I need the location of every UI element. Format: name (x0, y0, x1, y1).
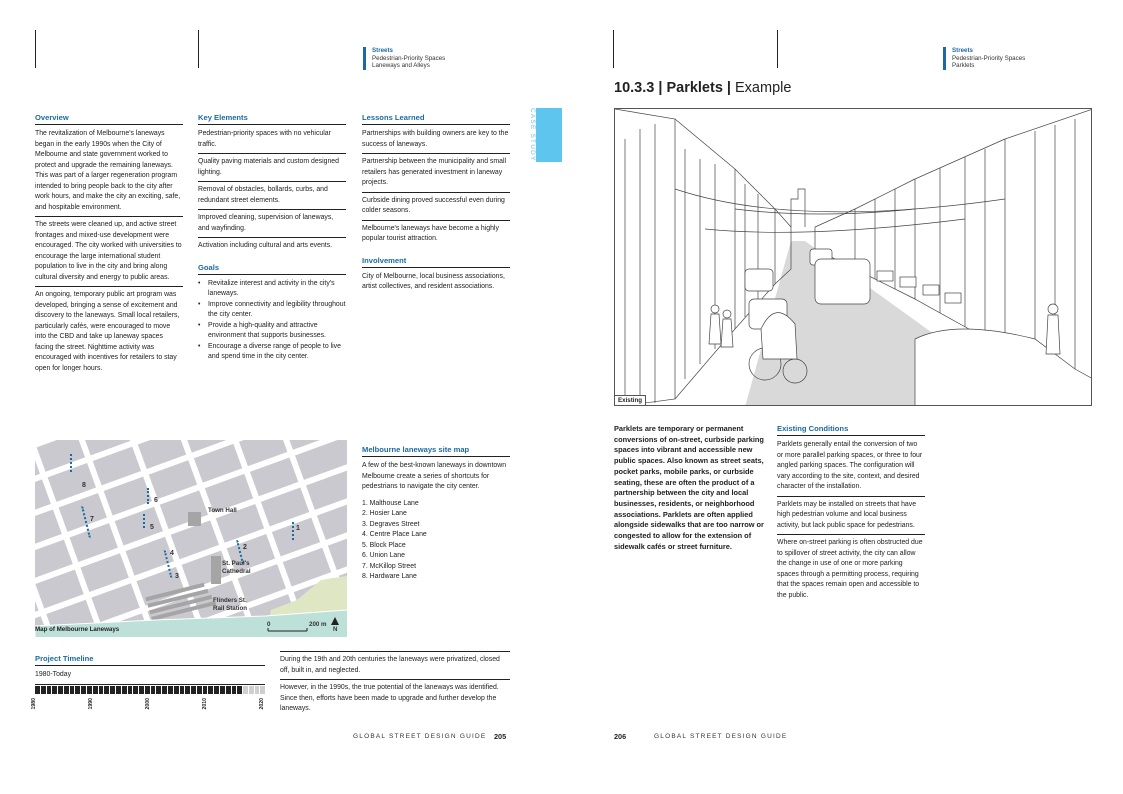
timeline-segment (232, 686, 237, 694)
timeline-segment (185, 686, 190, 694)
lessons-section (362, 113, 510, 293)
site-list-item: 5. Block Place (362, 541, 406, 549)
goals-list (198, 279, 346, 363)
timeline-range: 1980-Today (35, 670, 265, 685)
north-arrow-label: N (333, 626, 338, 633)
crop-mark (613, 30, 614, 68)
site-list-item: 4. Centre Place Lane (362, 531, 427, 538)
crop-mark (198, 30, 199, 68)
timeline-segment (203, 686, 208, 694)
lesson-item: Partnerships with building owners are key to the success of laneways. (362, 129, 510, 154)
timeline-segment (110, 686, 115, 694)
site-list-item: 6. Union Lane (362, 552, 405, 559)
breadcrumb-section[interactable]: Streets (372, 47, 393, 54)
case-study-label: CASE STUDY (529, 108, 536, 162)
timeline-year: 2020 (259, 698, 265, 710)
timeline-segment (191, 686, 196, 694)
timeline-segment (81, 686, 86, 694)
timeline-segment (128, 686, 133, 694)
lesson-item: Melbourne's laneways have become a highly popular tourist attraction. (362, 224, 499, 242)
timeline-year: 1980 (31, 698, 37, 710)
breadcrumb-subsection[interactable]: Pedestrian-Priority Spaces (372, 54, 446, 62)
site-map-section (362, 445, 510, 583)
goal-item: • Encourage a diverse range of people to live and spend time in the city center. (198, 342, 346, 363)
timeline-paragraph: During the 19th and 20th centuries the laneways were privatized, closed off, built in, and neglected. (280, 655, 510, 680)
timeline-segment (151, 686, 156, 694)
involvement-heading: Involvement (362, 256, 510, 268)
melbourne-map (35, 440, 347, 637)
timeline-segment (214, 686, 219, 694)
page-number: 206 (614, 732, 627, 741)
timeline-segment (87, 686, 92, 694)
key-element-item: Quality paving materials and custom designed lighting. (198, 157, 346, 182)
key-element-item: Activation including cultural and arts events. (198, 242, 333, 249)
timeline-segment (255, 686, 260, 694)
timeline-segment (145, 686, 150, 694)
timeline-segment (208, 686, 213, 694)
site-map-heading: Melbourne laneways site map (362, 445, 510, 457)
site-map-intro: A few of the best-known laneways in downtown Melbourne create a series of shortcuts for pedestrians to navigate the city center. (362, 462, 507, 490)
timeline-year: 2010 (202, 698, 208, 710)
lead-paragraph: Parklets are temporary or permanent conversions of on-street, curbside parking spaces into vibrant and accessible new public spaces. Also known as street seats, pocket parks, mobile parks, or curbside seating, these are often the product of a partnership between the city and local businesses, residents, or neighborhood associations. Parklets are often applied alongside sidewalks that are too narrow or congested to allow for the extension of sidewalk cafés or street furniture. (614, 424, 764, 551)
timeline-year: 2000 (145, 698, 151, 710)
map-number: 1 (296, 525, 300, 532)
timeline-years (31, 698, 265, 712)
timeline-year: 1990 (88, 698, 94, 710)
timeline-paragraph: However, in the 1990s, the true potential of the laneways was identified. Since then, efforts have been made to upgrade and further develop the laneways. (280, 684, 499, 712)
flinders-station-label: Flinders St. Rail Station (213, 597, 248, 612)
map-caption: Map of Melbourne Laneways (35, 626, 120, 633)
timeline-segment (41, 686, 46, 694)
crop-mark (35, 30, 36, 68)
laneway-6-marker (147, 488, 149, 504)
case-study-tab (526, 108, 562, 162)
timeline-segment (156, 686, 161, 694)
street-drawing (615, 109, 1092, 406)
timeline-segment (197, 686, 202, 694)
timeline-segment (70, 686, 75, 694)
timeline-segment (122, 686, 127, 694)
timeline-heading: Project Timeline (35, 654, 265, 666)
timeline-segment (52, 686, 57, 694)
scale-zero-label: 0 (267, 621, 271, 628)
overview-paragraph: An ongoing, temporary public art program was developed, bringing a sense of excitement and discovery to the laneways. Small local retailers, particularly cafés, were encouraged to move into the CBD and take up laneway spaces facing the street. Nighttime activity was encouraged with incentives for retailers to stay open for longer hours. (35, 291, 180, 372)
map-number: 5 (150, 524, 154, 531)
map-number: 4 (170, 550, 174, 557)
laneway-8-marker (70, 454, 72, 472)
footer-title: GLOBAL STREET DESIGN GUIDE (353, 733, 487, 740)
involvement-text: City of Melbourne, local business associations, artist collectives, and resident associations. (362, 272, 505, 290)
scale-end-label: 200 m (309, 621, 327, 628)
timeline-segment (133, 686, 138, 694)
case-study-tab-color (536, 108, 562, 162)
key-element-item: Pedestrian-priority spaces with no vehicular traffic. (198, 129, 346, 154)
site-list-item: 8. Hardware Lane (362, 573, 417, 580)
timeline-segment (99, 686, 104, 694)
site-list-item: 2. Hosier Lane (362, 510, 407, 517)
breadcrumb-page[interactable]: Parklets (952, 62, 975, 69)
crop-mark (777, 30, 778, 68)
goals-heading: Goals (198, 263, 346, 275)
timeline-segment (162, 686, 167, 694)
timeline-segment (93, 686, 98, 694)
timeline-segment (116, 686, 121, 694)
goal-item: • Improve connectivity and legibility throughout the city center. (198, 300, 346, 321)
site-map-list (362, 499, 510, 583)
breadcrumb-section[interactable]: Streets (952, 47, 973, 54)
timeline-segment (174, 686, 179, 694)
timeline-section (31, 654, 265, 710)
map-number: 6 (154, 497, 158, 504)
timeline-bar (35, 686, 265, 694)
lesson-item: Partnership between the municipality and small retailers has generated investment in laneway projects. (362, 157, 510, 193)
map-number: 7 (90, 516, 94, 523)
key-elements-heading: Key Elements (198, 113, 346, 125)
key-elements-section (198, 113, 346, 363)
breadcrumb (363, 47, 445, 70)
overview-heading: Overview (35, 113, 183, 125)
st-pauls-label: St. Paul's Cathedral (222, 560, 251, 575)
timeline-segment (168, 686, 173, 694)
existing-paragraph: Where on-street parking is often obstructed due to spillover of street activity, the city can allow the change in use of one or more parking spaces through a permitting process, requiring that the spaces remain open and accessible to the public. (777, 539, 923, 599)
illustration-label: Existing (615, 395, 646, 405)
page-title: 10.3.3 | Parklets | Example (614, 80, 792, 96)
timeline-segment (104, 686, 109, 694)
title-sub: Example (735, 80, 792, 96)
breadcrumb-subsection[interactable]: Pedestrian-Priority Spaces (952, 54, 1026, 62)
site-list-item: 3. Degraves Street (362, 520, 420, 528)
breadcrumb (943, 47, 1025, 70)
existing-paragraph: Parklets generally entail the conversion of two or more parallel parking spaces, or three to four angled parking spaces. The configuration will vary according to the site, context, and desired character of the installation. (777, 440, 925, 497)
page-number: 205 (494, 732, 507, 741)
key-element-item: Removal of obstacles, bollards, curbs, and redundant street elements. (198, 185, 346, 210)
title-main: Parklets (666, 80, 723, 96)
timeline-description (280, 651, 510, 721)
timeline-segment (260, 686, 265, 694)
map-number: 3 (175, 573, 179, 580)
site-list-item: 1. Malthouse Lane (362, 499, 419, 507)
map-number: 2 (243, 544, 247, 551)
lesson-item: Curbside dining proved successful even during colder seasons. (362, 196, 510, 221)
timeline-segment (47, 686, 52, 694)
timeline-segment (58, 686, 63, 694)
overview-paragraph: The streets were cleaned up, and active street frontages and mixed-use development were encouraged. The city worked with universities to encourage the large international student population to live in the city and bring along cultural diversity and energy to public areas. (35, 220, 183, 287)
site-list-item: 7. McKillop Street (362, 562, 416, 570)
existing-paragraph: Parklets may be installed on streets that have high pedestrian volume and local business activity, but lack public space for pedestrians. (777, 500, 925, 536)
lessons-heading: Lessons Learned (362, 113, 510, 125)
timeline-segment (64, 686, 69, 694)
existing-conditions-section (777, 424, 925, 607)
map-number: 8 (82, 482, 86, 489)
timeline-segment (249, 686, 254, 694)
timeline-segment (139, 686, 144, 694)
laneway-1-marker (292, 522, 294, 540)
timeline-segment (237, 686, 242, 694)
timeline-segment (35, 686, 40, 694)
breadcrumb-page[interactable]: Laneways and Alleys (372, 62, 430, 69)
timeline-segment (243, 686, 248, 694)
overview-section (35, 113, 183, 380)
key-element-item: Improved cleaning, supervision of laneways, and wayfinding. (198, 213, 346, 238)
existing-conditions-heading: Existing Conditions (777, 424, 925, 436)
street-illustration (614, 108, 1092, 406)
goal-item: • Revitalize interest and activity in the city's laneways. (198, 279, 346, 300)
laneway-5-marker (143, 514, 145, 528)
goal-item: • Provide a high-quality and attractive environment that supports businesses. (198, 321, 346, 342)
title-number: 10.3.3 (614, 80, 655, 96)
town-hall-label: Town Hall (208, 507, 237, 514)
map-graphic (35, 440, 347, 637)
overview-paragraph: The revitalization of Melbourne's laneways began in the early 1990s when the City of Melbourne and state government worked to protect and upgrade the remaining laneways. This was part of a larger regeneration program intended to bring people back to the city after work hours, and make the city an exciting, safe, and hospitable environment. (35, 129, 183, 217)
timeline-segment (180, 686, 185, 694)
timeline-segment (220, 686, 225, 694)
timeline-segment (226, 686, 231, 694)
timeline-segment (75, 686, 80, 694)
footer-title: GLOBAL STREET DESIGN GUIDE (654, 733, 788, 740)
